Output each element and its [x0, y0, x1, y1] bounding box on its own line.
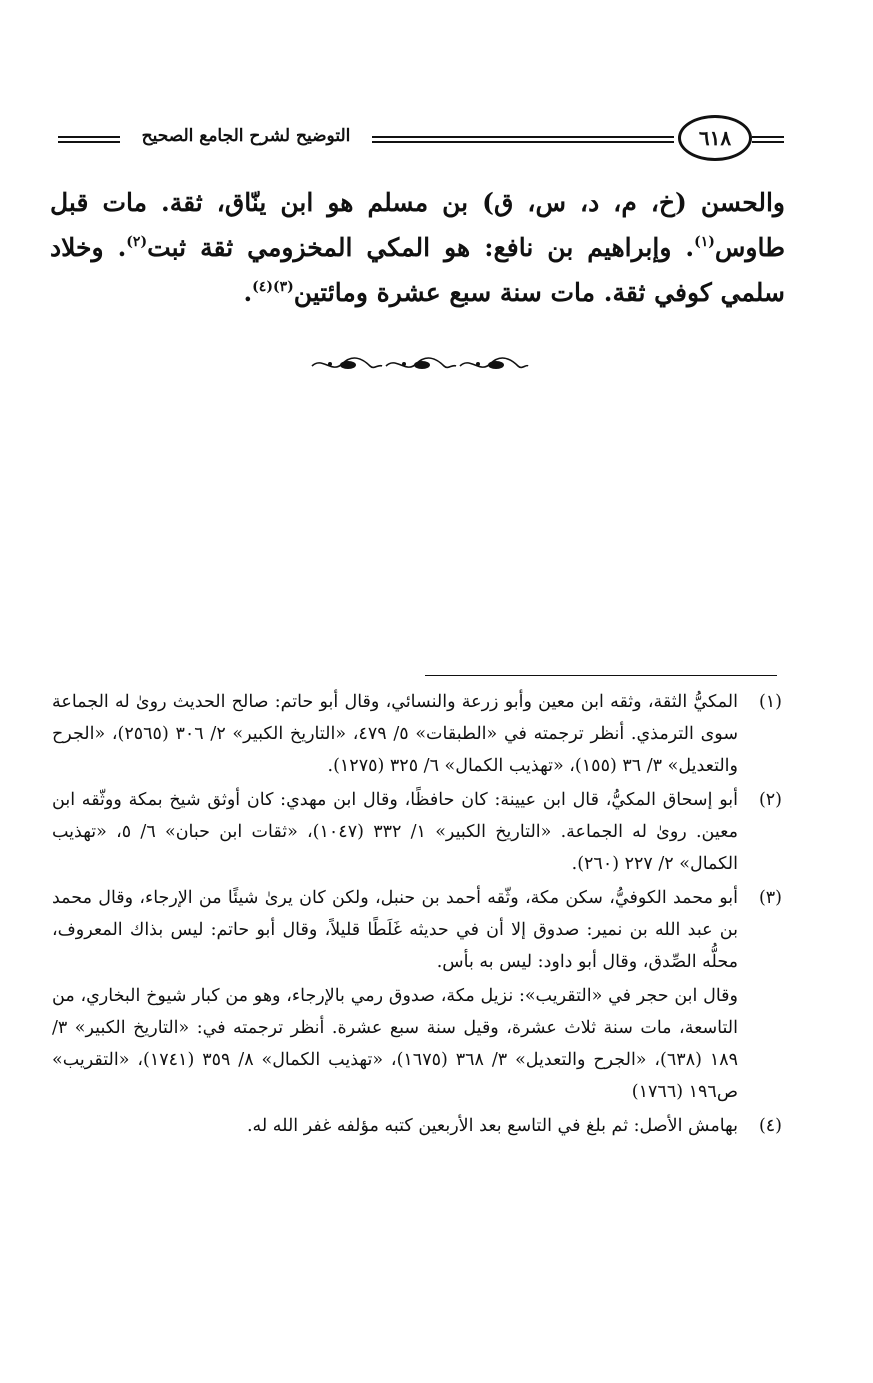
footnote	[52, 686, 782, 782]
main-paragraph	[50, 180, 785, 315]
page-number-badge	[678, 115, 752, 161]
footnote-number: (٣)	[758, 888, 782, 908]
header-rule-left	[58, 136, 120, 143]
footnote-ref[interactable]: (٢)	[126, 234, 148, 250]
footnote	[52, 1110, 782, 1142]
floral-ornament-icon	[308, 352, 532, 378]
header-rule-right	[752, 136, 784, 143]
footnote-text: أبو إسحاق المكيُّ، قال ابن عيينة: كان حافظًا، وقال ابن مهدي: كان أوثق شيخ بمكة ووثّقه ابن معين. روىٰ له الجماعة. «التاريخ الكبير» ١/ ٣٣٢ (١٠٤٧)، «ثقات ابن حبان» ٦/ ٥، «تهذيب الكمال» ٢/ ٢٢٧ (٢٦٠).	[52, 790, 738, 874]
main-text-part: والحسن (خ، م، د، س، ق) بن مسلم هو ابن ينّاق، ثقة. مات قبل طاوس	[50, 188, 785, 262]
footnote-text: بهامش الأصل: ثم بلغ في التاسع بعد الأربعين كتبه مؤلفه غفر الله له.	[246, 1116, 738, 1136]
footnote	[52, 784, 782, 880]
footnote-separator	[425, 675, 777, 676]
running-title: التوضيح لشرح الجامع الصحيح	[141, 126, 351, 146]
footnote-number: (٢)	[758, 790, 782, 810]
footnote-number: (٤)	[758, 1116, 782, 1136]
main-text-part: . وخلاد سلمي كوفي ثقة. مات سنة سبع عشرة ومائتين	[50, 233, 785, 307]
footnote	[52, 882, 782, 978]
main-text-part: .	[243, 278, 253, 307]
page-number: ٦١٨	[698, 126, 732, 150]
footnote-text: أبو محمد الكوفيُّ، سكن مكة، وثّقه أحمد بن حنبل، ولكن كان يرىٰ شيئًا من الإرجاء، وقال محمد بن عبد الله بن نمير: صدوق إلا أن في حديثه غَلَطًا قليلاً، وقال أبو حاتم: ليس بذاك المعروف، محلُّه الصِّدق، وقال أبو داود: ليس به بأس.	[52, 888, 738, 972]
footnote-ref[interactable]: (٣)(٤)	[252, 279, 294, 295]
footnotes	[52, 686, 782, 1144]
footnote-continuation: وقال ابن حجر في «التقريب»: نزيل مكة، صدوق رمي بالإرجاء، وهو من كبار شيوخ البخاري، من التاسعة، مات سنة ثلاث عشرة، وقيل سنة سبع عشرة. أنظر ترجمته في: «التاريخ الكبير» ٣/ ١٨٩ (٦٣٨)، «الجرح والتعديل» ٣/ ٣٦٨ (١٦٧٥)، «تهذيب الكمال» ٨/ ٣٥٩ (١٧٤١)، «التقريب» ص١٩٦ (١٧٦٦)	[52, 986, 739, 1102]
footnote-number: (١)	[758, 692, 782, 712]
main-text-part: . وإبراهيم بن نافع: هو المكي المخزومي ثقة ثبت	[147, 233, 695, 262]
footnote-text: المكيُّ الثقة، وثقه ابن معين وأبو زرعة والنسائي، وقال أبو حاتم: صالح الحديث روىٰ له الجماعة سوى الترمذي. أنظر ترجمته في «الطبقات» ٥/ ٤٧٩، «التاريخ الكبير» ٢/ ٣٠٦ (٢٥٦٥)، «الجرح والتعديل» ٣/ ٣٦ (١٥٥)، «تهذيب الكمال» ٦/ ٣٢٥ (١٢٧٥).	[52, 692, 738, 776]
page-header	[52, 112, 782, 168]
header-rule-middle	[372, 136, 674, 143]
footnote-ref[interactable]: (١)	[694, 234, 715, 250]
